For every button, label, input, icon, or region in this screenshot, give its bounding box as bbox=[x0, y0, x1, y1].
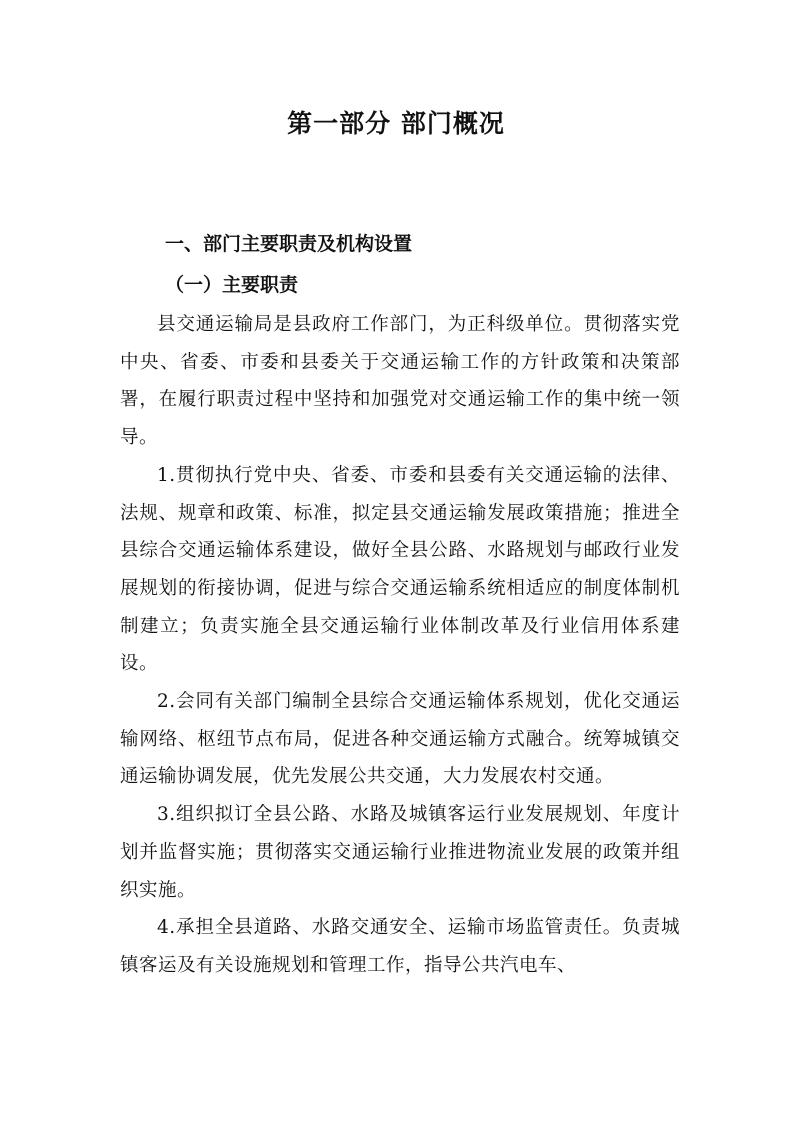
intro-paragraph: 县交通运输局是县政府工作部门，为正科级单位。贯彻落实党中央、省委、市委和县委关于交通运输工作的方针政策和决策部署，在履行职责过程中坚持和加强党对交通运输工作的集中统一领导。 bbox=[120, 314, 680, 449]
duty-paragraph-2: 2.会同有关部门编制全县综合交通运输体系规划，优化交通运输网络、枢纽节点布局，促进各种交通运输方式融合。统筹城镇交通运输协调发展，优先发展公共交通，大力发展农村交通。 bbox=[120, 691, 680, 788]
page-title: 第一部分 部门概况 bbox=[287, 109, 505, 138]
subsection-heading: （一）主要职责 bbox=[165, 274, 299, 296]
body-text bbox=[120, 306, 680, 985]
duty-paragraph-1: 1.贯彻执行党中央、省委、市委和县委有关交通运输的法律、法规、规章和政策、标准，拟定县交通运输发展政策措施；推进全县综合交通运输体系建设，做好全县公路、水路规划与邮政行业发展规划的衔接协调，促进与综合交通运输系统相适应的制度体制机制建立；负责实施全县交通运输行业体制改革及行业信用体系建设。 bbox=[120, 464, 680, 675]
section-heading: 一、部门主要职责及机构设置 bbox=[165, 233, 413, 255]
duty-paragraph-4: 4.承担全县道路、水路交通安全、运输市场监管责任。负责城镇客运及有关设施规划和管理工作，指导公共汽电车、 bbox=[120, 917, 680, 976]
duty-paragraph-3: 3.组织拟订全县公路、水路及城镇客运行业发展规划、年度计划并监督实施；贯彻落实交通运输行业推进物流业发展的政策并组织实施。 bbox=[120, 804, 680, 901]
